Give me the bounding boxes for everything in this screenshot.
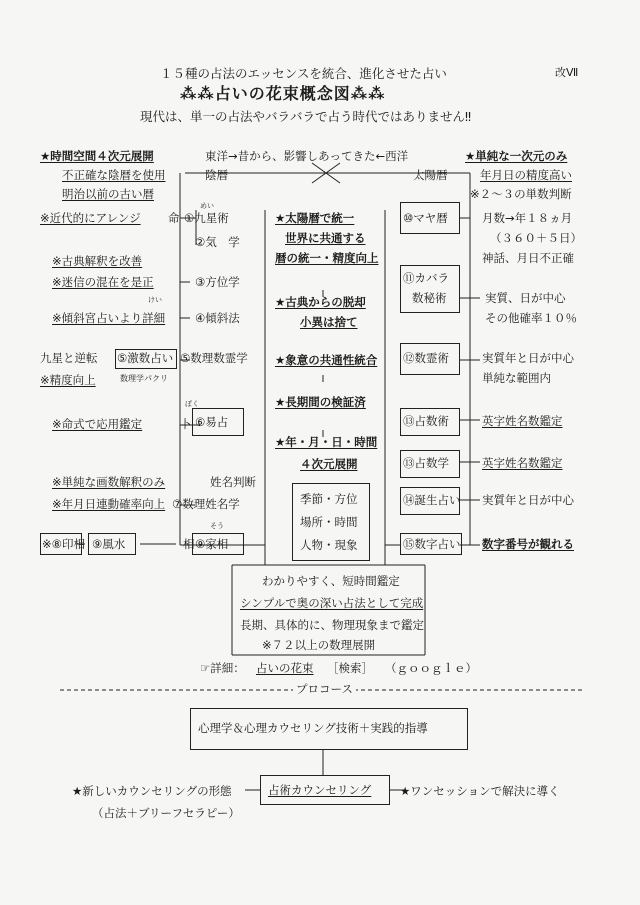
header-subtitle: １５種の占法のエッセンスを統合、進化させた占い bbox=[160, 66, 447, 81]
boku-label: 卜 bbox=[180, 417, 192, 431]
kyusei-method: ①九星術 bbox=[184, 211, 229, 225]
tagline: 現代は、単一の占法やバラバラで占う時代ではありません‼ bbox=[140, 109, 472, 124]
date-accuracy-high: 年月日の精度高い bbox=[480, 168, 572, 182]
classic-interpretation: ※古典解釈を改善 bbox=[52, 254, 143, 268]
accuracy-improved: ※精度向上 bbox=[40, 373, 96, 387]
inso-method: ※⑧印相 bbox=[42, 537, 85, 551]
keisha-note: ※傾斜宮占いより詳細 bbox=[52, 311, 166, 325]
month-count: 月数→年１８ヵ月 bbox=[482, 211, 573, 225]
solar-calendar: 太陽暦 bbox=[413, 168, 448, 182]
gekisu-method: ⑤激数占い bbox=[117, 351, 174, 365]
summary-72-numbers: ※７２以上の数理展開 bbox=[262, 638, 376, 652]
place-time: 場所・時間 bbox=[300, 515, 358, 529]
detail-link[interactable]: 占いの花束 bbox=[256, 661, 314, 675]
one-session: ★ワンセッションで解決に導く bbox=[400, 784, 560, 798]
center-world-common: 世界に共通する bbox=[285, 231, 366, 245]
center-ymd-time: ★年・月・日・時間 bbox=[275, 435, 378, 449]
left-star-4d: ★時間空間４次元展開 bbox=[40, 149, 154, 163]
kyusei-reverse: 九星と逆転 bbox=[40, 351, 98, 365]
number-readable: 数字番号が観れる bbox=[482, 537, 574, 551]
gekisu-note: 数理学パクリ bbox=[120, 374, 168, 383]
seimei-method: ⑦数理姓名学 bbox=[172, 497, 240, 511]
detail-search: ［検索］ bbox=[327, 661, 373, 675]
center-4d-expand: ４次元展開 bbox=[300, 457, 358, 471]
procourse-label: プロコース bbox=[293, 683, 356, 696]
myth-note: 神話、月日不正確 bbox=[482, 251, 574, 265]
surisurei-method: ⑤数理数霊学 bbox=[180, 351, 248, 365]
so-label: 相 bbox=[183, 537, 195, 551]
boku-reading: ぼく bbox=[185, 400, 199, 408]
summary-long-term: 長期、具体的に、物理現象まで鑑定 bbox=[240, 618, 424, 632]
psychology-text: 心理学＆心理カウセリング技術＋実践的指導 bbox=[198, 721, 428, 735]
mei-reading: めい bbox=[200, 202, 214, 210]
seimei-handan: 姓名判断 bbox=[210, 475, 256, 489]
stroke-count-note: ※単純な画数解釈のみ bbox=[52, 475, 166, 489]
houi-method: ③方位学 bbox=[195, 275, 240, 289]
lunar-calendar: 陰暦 bbox=[205, 168, 228, 182]
pre-meiji-calendar: 明治以前の古い暦 bbox=[62, 187, 154, 201]
keisha-method: ④傾斜法 bbox=[195, 311, 240, 325]
revision-label: 改Ⅶ bbox=[555, 66, 579, 79]
inaccurate-calendar: 不正確な陰暦を使用 bbox=[62, 168, 166, 182]
center-discard-small: 小異は捨て bbox=[300, 315, 358, 329]
english-name-2: 英字姓名数鑑定 bbox=[482, 456, 563, 470]
modern-arrangement: ※近代的にアレンジ bbox=[40, 211, 141, 225]
brief-therapy: （占法＋ブリーフセラピー） bbox=[92, 806, 240, 820]
center-long-verified: ★長期間の検証済 bbox=[275, 395, 366, 409]
season-direction: 季節・方位 bbox=[300, 492, 358, 506]
single-number-note: ※２～３の単数判断 bbox=[470, 187, 572, 201]
eki-method: ⑥易占 bbox=[195, 415, 229, 429]
center-calendar-unify: 暦の統一・精度向上 bbox=[275, 251, 379, 265]
detail-google: （ｇｏｏｇｌｅ） bbox=[385, 661, 477, 675]
date-linked-note: ※年月日連動確率向上 bbox=[52, 497, 166, 511]
year-day-centered-2: 実質年と日が中心 bbox=[482, 493, 574, 507]
summary-simple-deep: シンプルで奥の深い占法として完成 bbox=[240, 596, 424, 610]
uranai-counseling: 占術カウンセリング bbox=[268, 783, 372, 797]
center-solar-unify: ★太陽暦で統一 bbox=[275, 211, 355, 225]
mei-label: 命 bbox=[168, 211, 180, 225]
east-west-relation: 東洋→昔から、影響しあってきた←西洋 bbox=[205, 149, 409, 163]
numerology-method: 数秘術 bbox=[412, 291, 447, 305]
day-centered: 実質、日が中心 bbox=[485, 291, 566, 305]
center-symbol-unify: ★象意の共通性統合 bbox=[275, 353, 378, 367]
new-counseling-form: ★新しいカウンセリングの形態 bbox=[72, 784, 232, 798]
suji-method: ⑮数字占い bbox=[403, 537, 461, 551]
kigaku-method: ②気 学 bbox=[195, 235, 240, 249]
sensu-method: ⑬占数術 bbox=[403, 414, 449, 428]
right-star-1d: ★単純な一次元のみ bbox=[465, 149, 568, 163]
kaso-method: ⑨家相 bbox=[195, 537, 229, 551]
maya-method: ⑩マヤ暦 bbox=[403, 211, 448, 225]
sou-reading: そう bbox=[210, 522, 224, 530]
days-count: （３６０＋５日） bbox=[490, 231, 582, 245]
meishiki-note: ※命式で応用鑑定 bbox=[52, 417, 143, 431]
fusui-method: ⑨風水 bbox=[92, 537, 126, 551]
kabbala-method: ⑪カバラ bbox=[403, 271, 449, 285]
superstition-fix: ※迷信の混在を是正 bbox=[52, 275, 154, 289]
page-title: ⁂⁂占いの花束概念図⁂⁂ bbox=[180, 84, 386, 103]
english-name-1: 英字姓名数鑑定 bbox=[482, 414, 563, 428]
other-probability: その他確率１０％ bbox=[485, 311, 577, 325]
person-phenomenon: 人物・現象 bbox=[300, 538, 358, 552]
sensugaku-method: ⑬占数学 bbox=[403, 456, 449, 470]
kei-reading: けい bbox=[148, 296, 162, 304]
detail-prefix: ☞詳細： bbox=[200, 661, 245, 675]
summary-easy: わかりやすく、短時間鑑定 bbox=[262, 574, 400, 588]
surei-method: ⑫数霊術 bbox=[403, 351, 449, 365]
year-day-centered: 実質年と日が中心 bbox=[482, 351, 574, 365]
center-classic-escape: ★古典からの脱却 bbox=[275, 295, 366, 309]
simple-range: 単純な範囲内 bbox=[482, 371, 551, 385]
tanjo-method: ⑭誕生占い bbox=[403, 493, 461, 507]
